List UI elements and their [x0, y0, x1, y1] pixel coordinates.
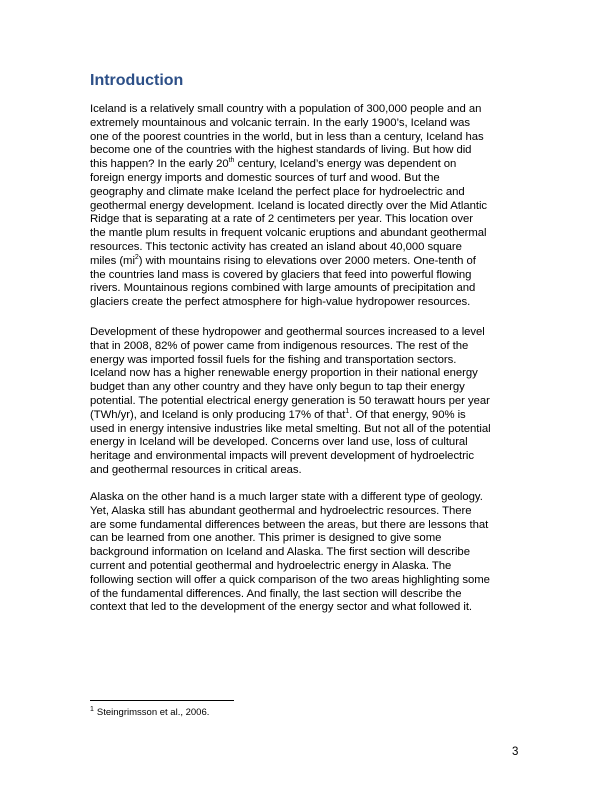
superscript: th: [228, 157, 235, 165]
line-text: rivers. Mountainous regions combined with large amounts of precipitation and: [90, 282, 476, 295]
paragraph-1: [90, 103, 530, 310]
line-text: background information on Iceland and Alaska. The first section will describe: [90, 546, 470, 559]
paragraph-line: [90, 367, 530, 381]
line-text: resources. This tectonic activity has created an island about 40,000 square: [90, 240, 462, 253]
line-text: following section will offer a quick comparison of the two areas highlighting some: [90, 573, 490, 586]
superscript: 2: [134, 253, 139, 261]
line-text: are some fundamental differences between the areas, but there are lessons that: [90, 518, 489, 531]
paragraph-line: [90, 282, 530, 296]
footnote-text: Steingrimsson et al., 2006.: [96, 707, 210, 718]
paragraph-line: [90, 255, 530, 269]
line-text: become one of the countries with the highest standards of living. But how did: [90, 144, 472, 157]
line-text: Development of these hydropower and geothermal sources increased to a level: [90, 326, 485, 338]
line-text: heritage and environmental impacts will prevent development of hydroelectric: [90, 450, 474, 463]
paragraph-line: [90, 574, 530, 588]
line-text: geography and climate make Iceland the perfect place for hydroelectric and: [90, 185, 465, 198]
line-text: of the fundamental differences. And finally, the last section will describe the: [90, 587, 462, 600]
line-text: current and potential geothermal and hydroelectric energy in Alaska. The: [90, 559, 452, 572]
line-text: foreign energy imports and domestic sources of turf and wood. But the: [90, 171, 440, 184]
paragraph-line: [90, 186, 530, 200]
paragraph-3: [90, 491, 530, 615]
paragraph-line: [90, 227, 530, 241]
paragraph-line: [90, 532, 530, 546]
line-text: Iceland is a relatively small country with a population of 300,000 people and an: [90, 103, 482, 115]
line-text: Ridge that is separating at a rate of 2 centimeters per year. This location over: [90, 213, 473, 226]
footnote: [90, 707, 209, 719]
paragraph-line: [90, 519, 530, 533]
paragraph-line: [90, 546, 530, 560]
paragraph-line: [90, 213, 530, 227]
line-text: context that led to the development of the energy sector and what followed it.: [90, 601, 473, 614]
section-heading: Introduction: [90, 72, 184, 89]
paragraph-line: [90, 381, 530, 395]
paragraph-line: [90, 560, 530, 574]
line-text: can be learned from one another. This primer is designed to give some: [90, 532, 442, 545]
line-text: the mantle plum results in frequent volcanic eruptions and abundant geothermal: [90, 227, 487, 240]
paragraph-line: [90, 200, 530, 214]
line-text: this happen? In the early 20: [90, 158, 229, 171]
paragraph-line: [90, 103, 530, 117]
paragraph-line: [90, 340, 530, 354]
paragraph-line: [90, 158, 530, 172]
line-text: Alaska on the other hand is a much larger state with a different type of geology.: [90, 491, 483, 503]
line-text: miles (mi: [90, 254, 135, 267]
line-text: Yet, Alaska still has abundant geothermal and hydroelectric resources. There: [90, 504, 472, 517]
footnote-separator: [90, 700, 234, 701]
line-text: energy in Iceland will be developed. Concerns over land use, loss of cultural: [90, 436, 468, 449]
paragraph-line: [90, 491, 530, 505]
line-text: ) with mountains rising to elevations over 2000 meters. One-tenth of: [138, 254, 476, 267]
line-text: used in energy intensive industries like metal smelting. But not all of the potential: [90, 422, 491, 435]
line-text: glaciers create the perfect atmosphere for high-value hydropower resources.: [90, 296, 471, 309]
paragraph-line: [90, 354, 530, 368]
paragraph-line: [90, 588, 530, 602]
line-text: and geothermal resources in critical areas.: [90, 463, 302, 476]
line-text: one of the poorest countries in the world, but in less than a century, Iceland has: [90, 130, 484, 143]
paragraph-2: [90, 326, 530, 478]
paragraph-line: [90, 395, 530, 409]
superscript: 1: [345, 407, 350, 415]
paragraph-line: [90, 241, 530, 255]
paragraph-line: [90, 436, 530, 450]
paragraph-line: [90, 144, 530, 158]
paragraph-line: [90, 131, 530, 145]
line-text: Iceland now has a higher renewable energy proportion in their national energy: [90, 367, 478, 380]
line-text: energy was imported fossil fuels for the fishing and transportation sectors.: [90, 353, 457, 366]
paragraph-line: [90, 450, 530, 464]
line-text: budget than any other country and they have only begun to tap their energy: [90, 381, 465, 394]
line-text: century, Iceland’s energy was dependent on: [234, 158, 457, 171]
line-text: (TWh/yr), and Iceland is only producing 17% of that: [90, 408, 346, 421]
paragraph-line: [90, 601, 530, 615]
paragraph-line: [90, 464, 530, 478]
line-text: that in 2008, 82% of power came from indigenous resources. The rest of the: [90, 339, 469, 352]
paragraph-line: [90, 423, 530, 437]
line-text: . Of that energy, 90% is: [349, 408, 466, 421]
line-text: geothermal energy development. Iceland is located directly over the Mid Atlantic: [90, 199, 488, 212]
line-text: the countries land mass is covered by glaciers that feed into powerful flowing: [90, 268, 472, 281]
paragraph-line: [90, 117, 530, 131]
paragraph-line: [90, 296, 530, 310]
paragraph-line: [90, 409, 530, 423]
footnote-marker: 1: [90, 706, 94, 713]
paragraph-line: [90, 269, 530, 283]
line-text: potential. The potential electrical energy generation is 50 terawatt hours per year: [90, 394, 490, 407]
paragraph-line: [90, 326, 530, 340]
page-number: 3: [512, 746, 519, 758]
line-text: extremely mountainous and volcanic terrain. In the early 1900’s, Iceland was: [90, 116, 470, 129]
paragraph-line: [90, 505, 530, 519]
paragraph-line: [90, 172, 530, 186]
